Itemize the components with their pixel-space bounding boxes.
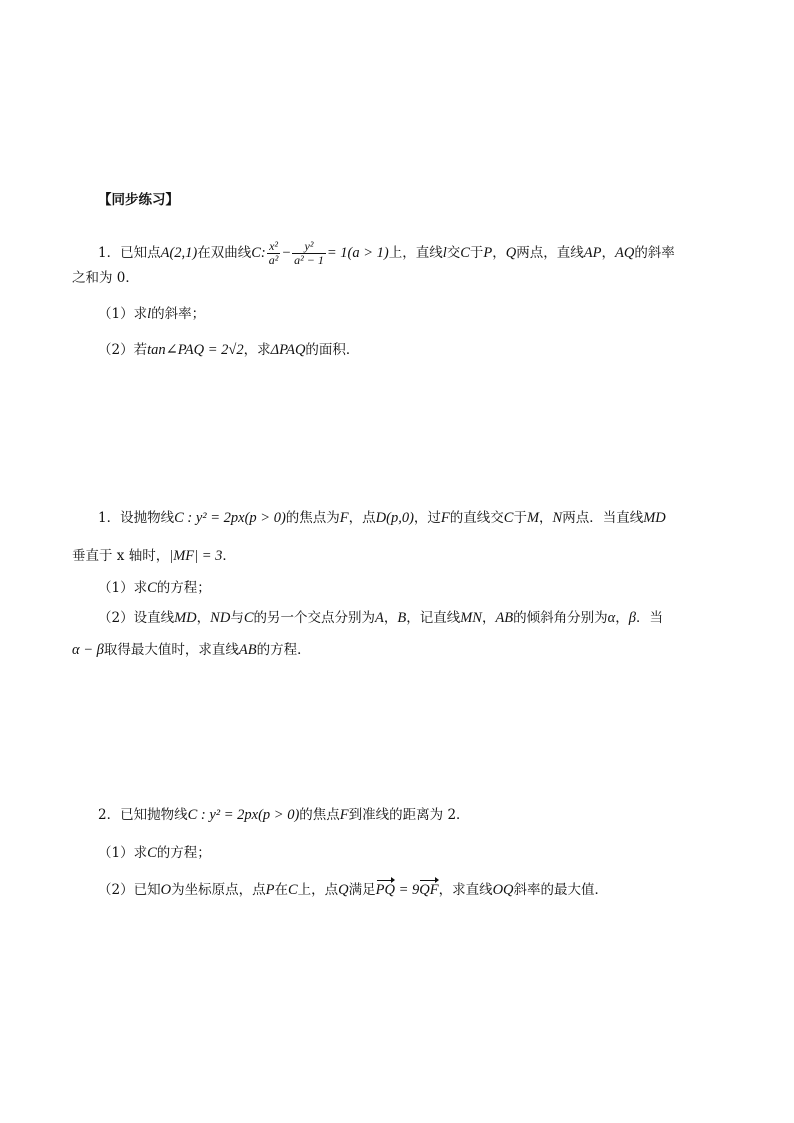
vector-pq: PQ	[375, 882, 395, 898]
problem-2-line-1: 1．设抛物线C : y² = 2px(p > 0)的焦点为F，点D(p,0)，过F的直线交C于M，N两点．当直线MD	[98, 510, 666, 526]
section-heading: 【同步练习】	[98, 192, 179, 208]
problem-1-line-2: 之和为 0．	[72, 270, 139, 286]
problem-1-sub-1: （1）求l的斜率；	[98, 306, 206, 322]
fraction-y2-a2-1: $\frac{\text{y²}}{\text{a² − 1}}$	[294, 239, 324, 267]
problem-1-sub-2: （2）若tan∠PAQ = 2√2，求ΔPAQ的面积．	[98, 342, 360, 358]
problem-3-line-1: 2．已知抛物线C : y² = 2px(p > 0)的焦点F到准线的距离为 2．	[98, 807, 470, 823]
problem-1-line-1: 1．已知点A(2,1)在双曲线C: $\frac{\text{x²}}{\text{a²}}$ − $\frac{\text{y²}}{\text{a² − 1}}$ = 1(a > 1)上，直线l交C于P，Q两点，直线AP，AQ的斜率	[98, 239, 675, 267]
problem-3-sub-1: （1）求C的方程；	[98, 845, 211, 861]
vector-qf: QF	[419, 882, 439, 898]
problem-2-line-2: 垂直于 x 轴时，|MF| = 3．	[72, 548, 236, 564]
problem-2-sub-2: （2）设直线MD，ND与C的另一个交点分别为A，B，记直线MN，AB的倾斜角分别为α，β．当	[98, 610, 664, 626]
problem-2-line-4: α − β取得最大值时，求直线AB的方程．	[72, 642, 311, 658]
fraction-x2-a2: $\frac{\text{x²}}{\text{a²}}$	[268, 239, 279, 267]
problem-2-sub-1: （1）求C的方程；	[98, 580, 211, 596]
problem-3-sub-2: （2）已知O为坐标原点，点P在C上，点Q满足PQ = 9QF，求直线OQ斜率的最大值．	[98, 882, 609, 898]
